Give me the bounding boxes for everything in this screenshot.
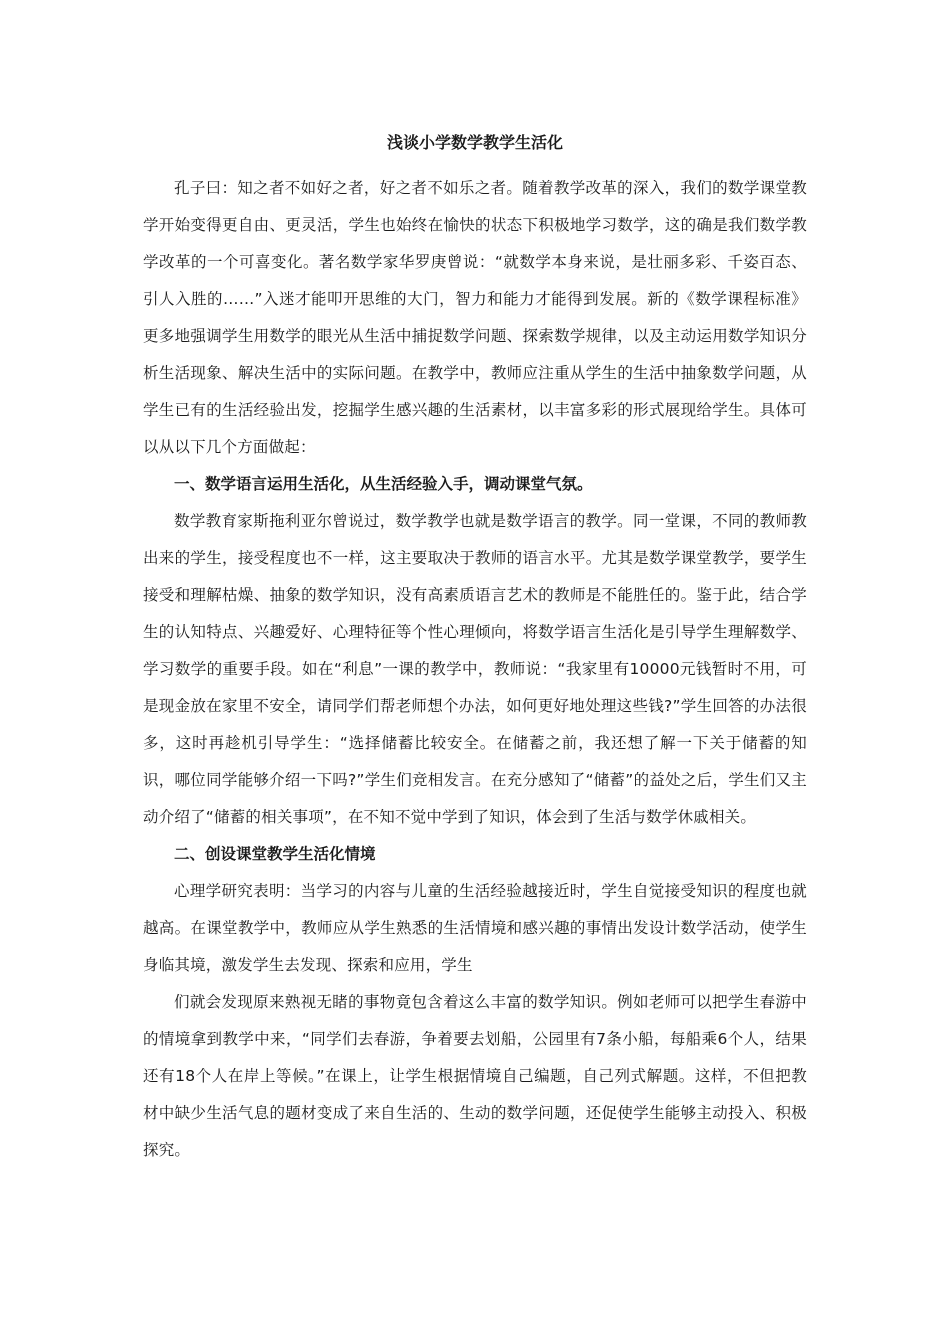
paragraph-section-2a: 心理学研究表明：当学习的内容与儿童的生活经验越接近时，学生自觉接受知识的程度也就越高。在课堂教学中，教师应从学生熟悉的生活情境和感兴趣的事情出发设计数学活动，使学生身临其境，激发学生去发现、探索和应用，学生 bbox=[143, 882, 807, 974]
document-title: 浅谈小学数学教学生活化 bbox=[386, 133, 563, 152]
paragraph-section-2b: 们就会发现原来熟视无睹的事物竟包含着这么丰富的数学知识。例如老师可以把学生春游中的情境拿到教学中来，“同学们去春游，争着要去划船，公园里有7条小船，每船乘6个人，结果还有18个人在岸上等候。”在课上，让学生根据情境自己编题，自己列式解题。这样，不但把教材中缺少生活气息的题材变成了来自生活的、生动的数学问题，还促使学生能够主动投入、积极探究。 bbox=[143, 993, 807, 1159]
section-heading-2: 二、创设课堂教学生活化情境 bbox=[174, 845, 376, 863]
document-body bbox=[143, 170, 807, 1169]
paragraph-section-1: 数学教育家斯拖利亚尔曾说过，数学教学也就是数学语言的教学。同一堂课，不同的教师教出来的学生，接受程度也不一样，这主要取决于教师的语言水平。尤其是数学课堂教学，要学生接受和理解枯燥、抽象的数学知识，没有高素质语言艺术的教师是不能胜任的。鉴于此，结合学生的认知特点、兴趣爱好、心理特征等个性心理倾向，将数学语言生活化是引导学生理解数学、学习数学的重要手段。如在“利息”一课的教学中，教师说：“我家里有10000元钱暂时不用，可是现金放在家里不安全，请同学们帮老师想个办法，如何更好地处理这些钱?”学生回答的办法很多，这时再趁机引导学生：“选择储蓄比较安全。在储蓄之前，我还想了解一下关于储蓄的知识，哪位同学能够介绍一下吗?”学生们竞相发言。在充分感知了“储蓄”的益处之后，学生们又主动介绍了“储蓄的相关事项”，在不知不觉中学到了知识，体会到了生活与数学休戚相关。 bbox=[143, 512, 807, 826]
section-heading-1: 一、数学语言运用生活化，从生活经验入手，调动课堂气氛。 bbox=[174, 475, 593, 493]
paragraph-intro: 孔子曰：知之者不如好之者，好之者不如乐之者。随着教学改革的深入，我们的数学课堂教学开始变得更自由、更灵活，学生也始终在愉快的状态下积极地学习数学，这的确是我们数学教学改革的一个可喜变化。著名数学家华罗庚曾说：“就数学本身来说，是壮丽多彩、千姿百态、引人入胜的……”入迷才能叩开思维的大门，智力和能力才能得到发展。新的《数学课程标准》更多地强调学生用数学的眼光从生活中捕捉数学问题、探索数学规律，以及主动运用数学知识分析生活现象、解决生活中的实际问题。在教学中，教师应注重从学生的生活中抽象数学问题，从学生已有的生活经验出发，挖掘学生感兴趣的生活素材，以丰富多彩的形式展现给学生。具体可以从以下几个方面做起： bbox=[143, 179, 807, 456]
